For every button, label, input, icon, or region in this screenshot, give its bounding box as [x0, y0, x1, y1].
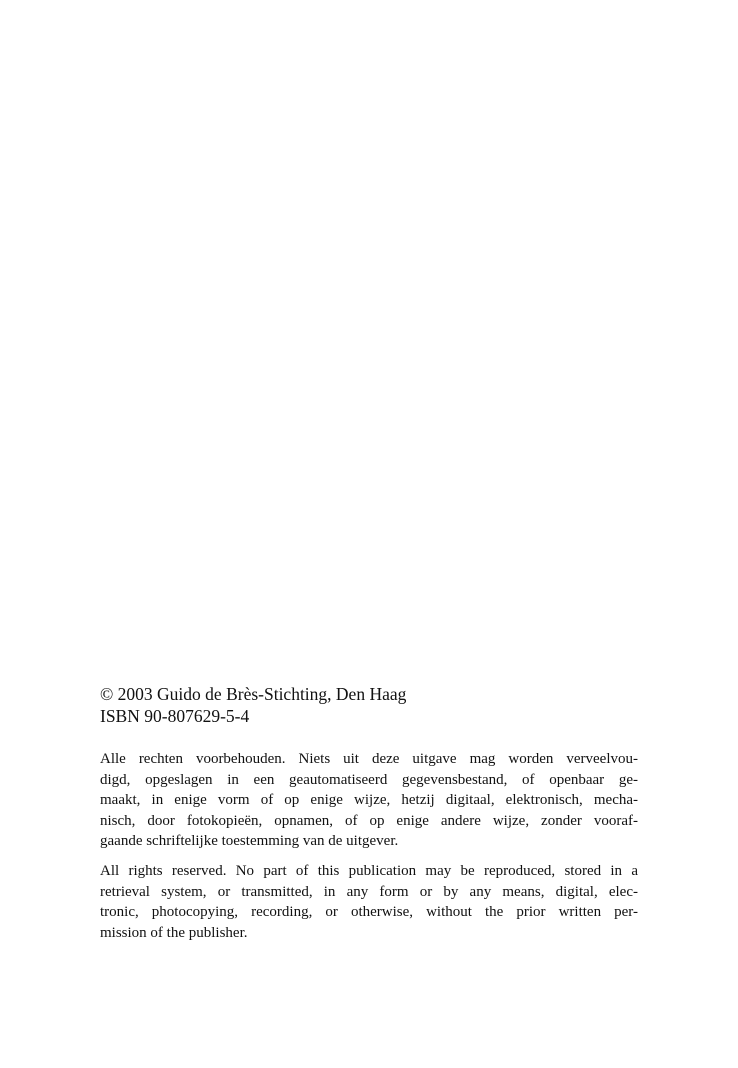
rights-en-line: tronic, photocopying, recording, or otherwise, without the prior written per- — [100, 904, 638, 921]
colophon-block — [100, 683, 638, 943]
rights-nl-line: gaande schriftelijke toestemming van de uitgever. — [100, 833, 399, 850]
rights-nl-line: maakt, in enige vorm of op enige wijze, hetzij digitaal, elektronisch, mecha- — [100, 792, 638, 809]
rights-en-line: mission of the publisher. — [100, 924, 248, 941]
rights-en-line: retrieval system, or transmitted, in any form or by any means, digital, elec- — [100, 883, 638, 900]
rights-nl-line: nisch, door fotokopieën, opnamen, of op enige andere wijze, zonder vooraf- — [100, 812, 638, 829]
rights-nl-line: digd, opgeslagen in een geautomatiseerd gegevensbestand, of openbaar ge- — [100, 771, 638, 788]
copyright-line: © 2003 Guido de Brès-Stichting, Den Haag — [100, 684, 407, 704]
isbn-line: ISBN 90-807629-5-4 — [100, 706, 250, 726]
rights-notice-dutch — [100, 749, 638, 852]
rights-en-line: All rights reserved. No part of this publication may be reproduced, stored in a — [100, 862, 638, 879]
rights-nl-line: Alle rechten voorbehouden. Niets uit deze uitgave mag worden verveelvou- — [100, 751, 638, 767]
rights-notice-english — [100, 861, 638, 943]
